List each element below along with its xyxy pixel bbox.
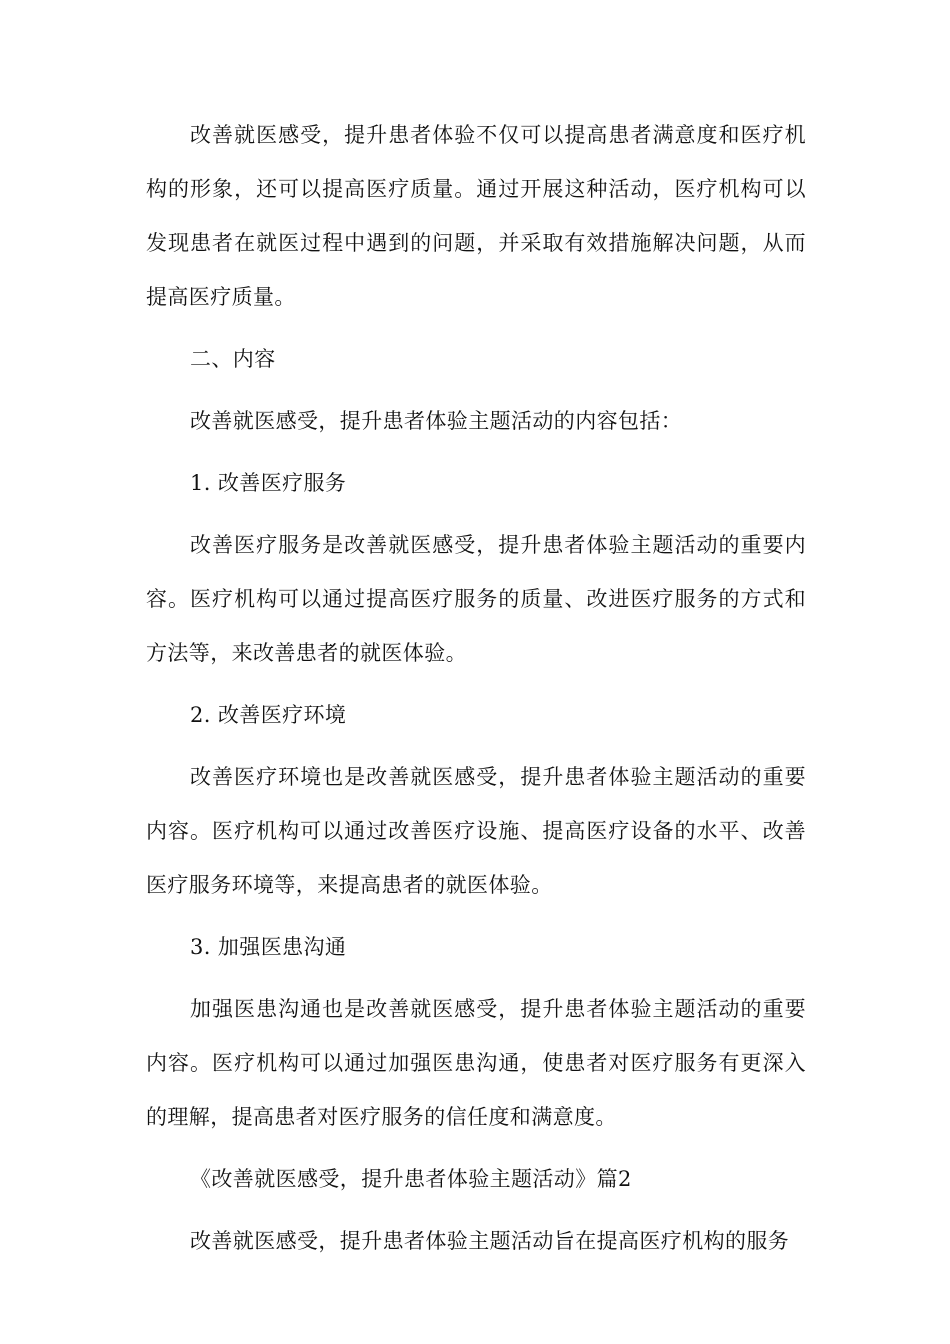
paragraph-item-2: 改善医疗环境也是改善就医感受，提升患者体验主题活动的重要内容。医疗机构可以通过改善医疗设施、提高医疗设备的水平、改善医疗服务环境等，来提高患者的就医体验。 — [146, 765, 806, 897]
paragraph-content-includes: 改善就医感受，提升患者体验主题活动的内容包括： — [190, 409, 683, 433]
paragraph-item-3: 加强医患沟通也是改善就医感受，提升患者体验主题活动的重要内容。医疗机构可以通过加强医患沟通，使患者对医疗服务有更深入的理解，提高患者对医疗服务的信任度和满意度。 — [146, 997, 806, 1129]
paragraph-item-1: 改善医疗服务是改善就医感受，提升患者体验主题活动的重要内容。医疗机构可以通过提高医疗服务的质量、改进医疗服务的方式和方法等，来改善患者的就医体验。 — [146, 533, 806, 665]
paragraph-part-2-start: 改善就医感受，提升患者体验主题活动旨在提高医疗机构的服务 — [190, 1229, 790, 1253]
chapter-title-part-2: 《改善就医感受，提升患者体验主题活动》篇2 — [190, 1167, 632, 1191]
document-page — [146, 108, 806, 1268]
item-heading-2: 2. 改善医疗环境 — [190, 703, 347, 727]
item-heading-1: 1. 改善医疗服务 — [190, 471, 347, 495]
section-heading-content: 二、内容 — [190, 347, 276, 371]
item-heading-3: 3. 加强医患沟通 — [190, 935, 347, 959]
paragraph-intro-quality: 改善就医感受，提升患者体验不仅可以提高患者满意度和医疗机构的形象，还可以提高医疗质量。通过开展这种活动，医疗机构可以发现患者在就医过程中遇到的问题，并采取有效措施解决问题，从而提高医疗质量。 — [146, 123, 806, 309]
